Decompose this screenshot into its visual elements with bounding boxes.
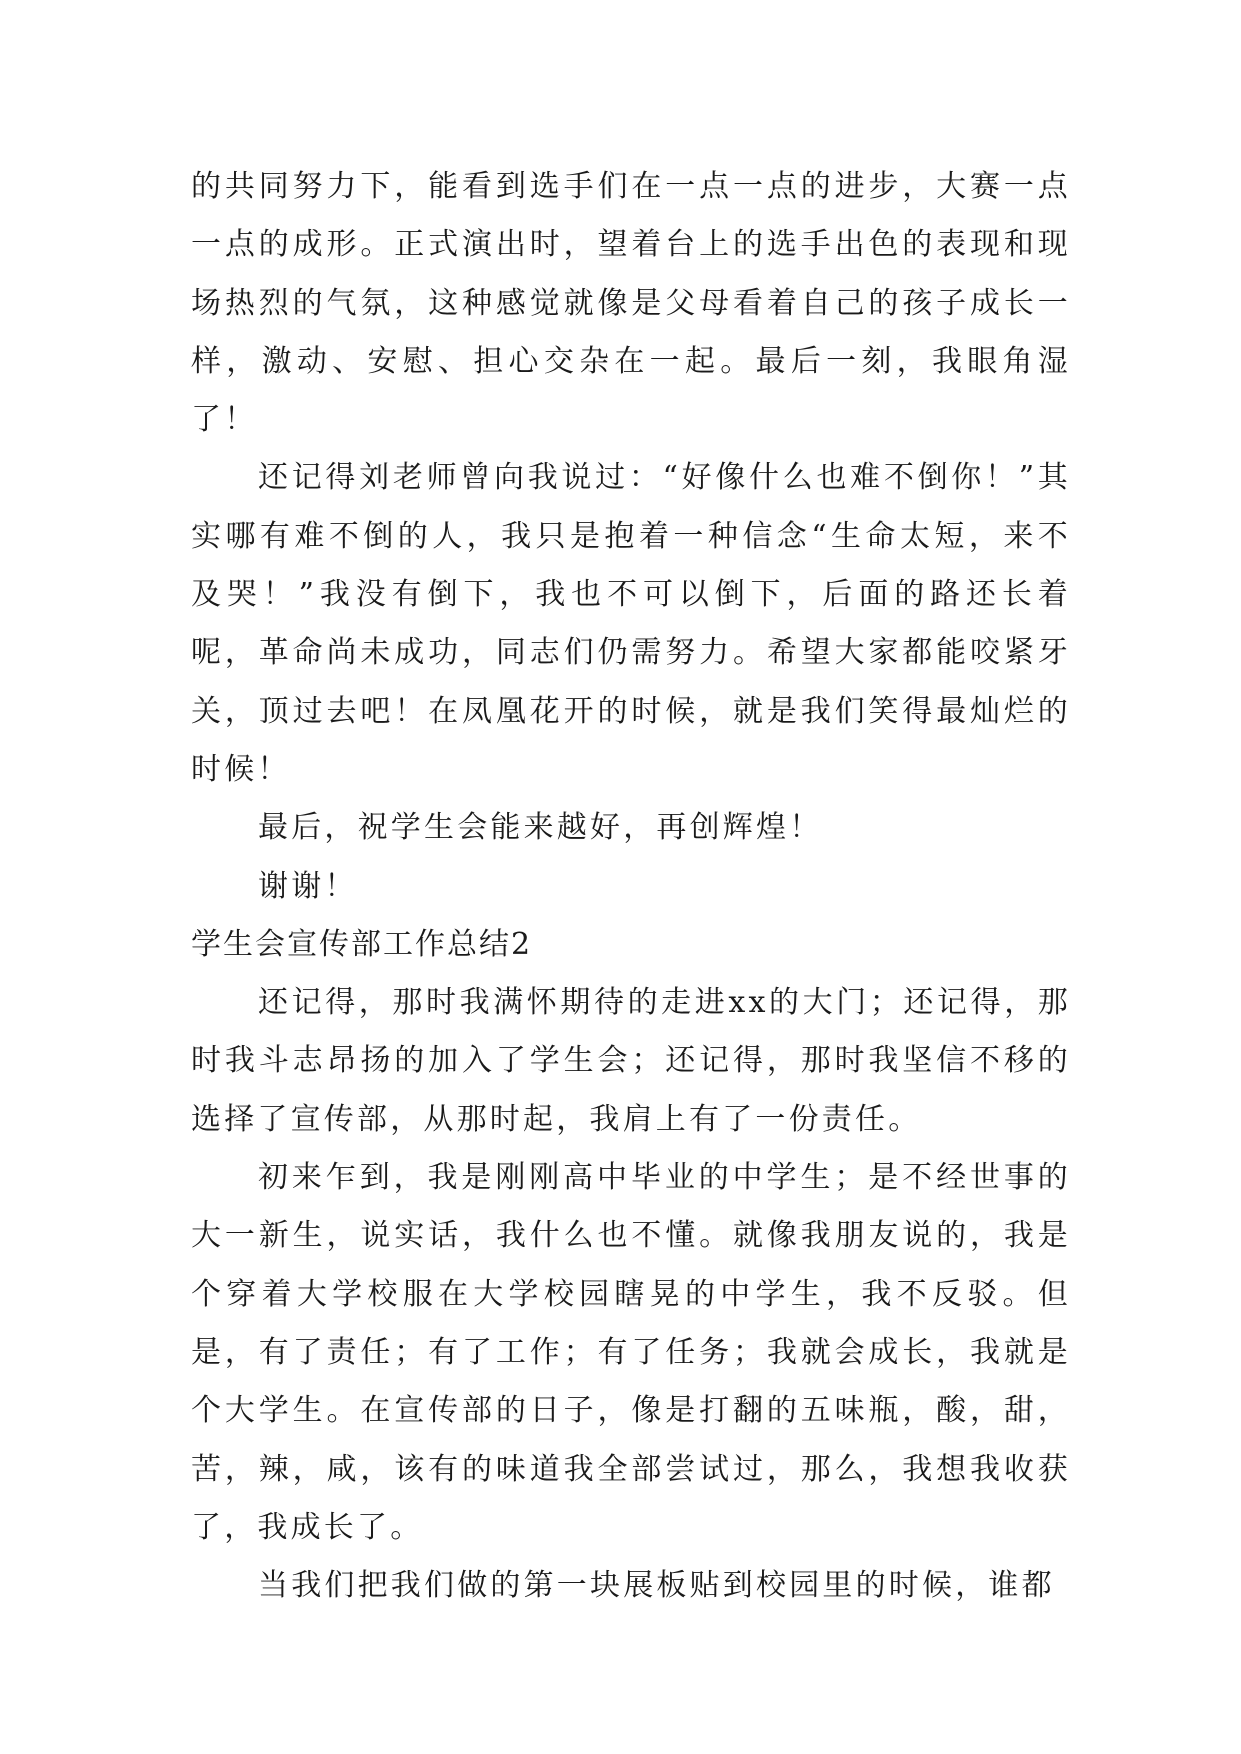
paragraph-continuation: 的共同努力下，能看到选手们在一点一点的进步，大赛一点一点的成形。正式演出时，望着台上的选手出色的表现和现场热烈的气氛，这种感觉就像是父母看着自己的孩子成长一样，激动、安慰、担心交杂在一起。最后一刻，我眼角湿了！: [191, 169, 1071, 438]
section-heading: 学生会宣传部工作总结2: [191, 926, 533, 962]
paragraph-blessing: 最后，祝学生会能来越好，再创辉煌！: [258, 810, 823, 846]
paragraph-remember: 还记得，那时我满怀期待的走进xx的大门；还记得，那时我斗志昂扬的加入了学生会；还记得，那时我坚信不移的选择了宣传部，从那时起，我肩上有了一份责任。: [191, 985, 1071, 1137]
paragraph-newcomer: 初来乍到，我是刚刚高中毕业的中学生；是不经世事的大一新生，说实话，我什么也不懂。就像我朋友说的，我是个穿着大学校服在大学校园瞎晃的中学生，我不反驳。但是，有了责任；有了工作；有了任务；我就会成长，我就是个大学生。在宣传部的日子，像是打翻的五味瓶，酸，甜，苦，辣，咸，该有的味道我全部尝试过，那么，我想我收获了，我成长了。: [191, 1160, 1071, 1545]
paragraph-teacher-quote: 还记得刘老师曾向我说过：“好像什么也难不倒你！”其实哪有难不倒的人，我只是抱着一种信念“生命太短，来不及哭！”我没有倒下，我也不可以倒下，后面的路还长着呢，革命尚未成功，同志们仍需努力。希望大家都能咬紧牙关，顶过去吧！在凤凰花开的时候，就是我们笑得最灿烂的时候！: [191, 460, 1071, 787]
paragraph-thanks: 谢谢！: [258, 868, 358, 904]
paragraph-first-board: 当我们把我们做的第一块展板贴到校园里的时候，谁都: [258, 1568, 1055, 1604]
document-body: [191, 158, 1071, 1615]
